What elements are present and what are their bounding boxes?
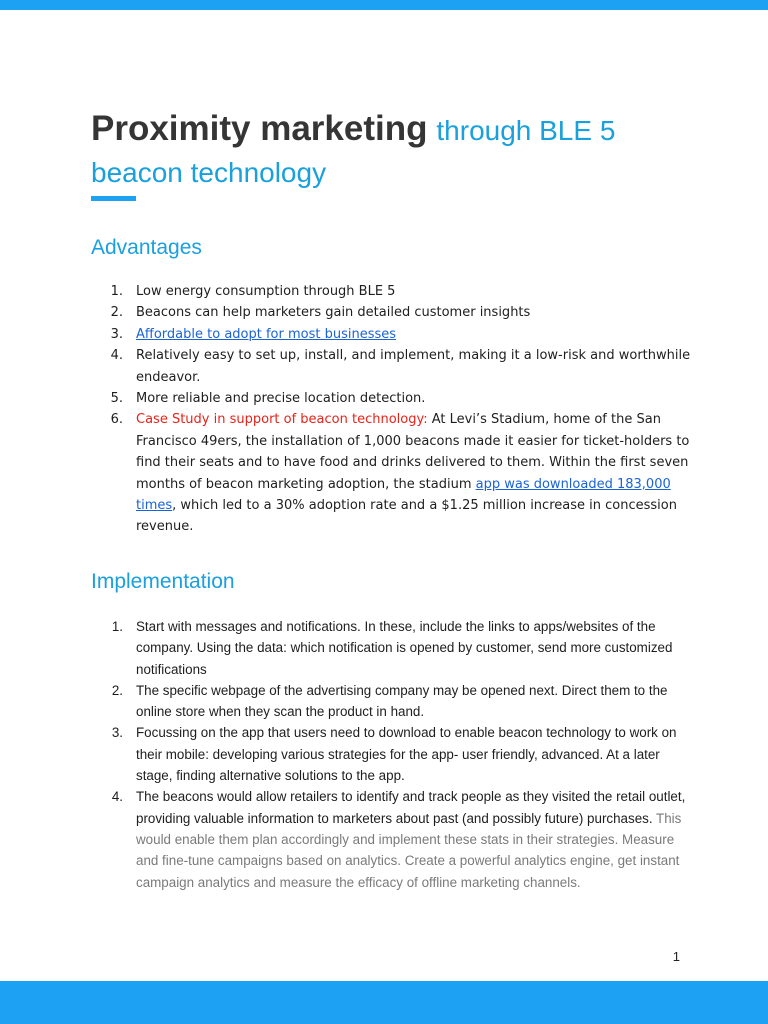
implementation-heading: Implementation (91, 570, 235, 593)
list-number: 1. (111, 619, 123, 634)
advantage-item (91, 302, 691, 323)
advantage-item (91, 388, 691, 409)
list-number: 3. (111, 725, 123, 741)
item-text: Focussing on the app that users need to download to enable beacon technology to work on their mobile: developing various strategies for the app- user friendly, advanced. At a later stage, finding alternative solutions to the app. (136, 725, 677, 784)
list-number: 6. (110, 412, 123, 428)
implementation-item (91, 680, 691, 723)
item-text: Low energy consumption through BLE 5 (136, 284, 396, 299)
item-text-muted: This would enable them plan accordingly and implement these stats in their strategies. Measure and fine-tune campaigns based on analytics. Create a powerful analytics engine, get instant campaign analytics and measure the efficacy of offline marketing channels. (136, 810, 682, 890)
affordable-link[interactable]: Affordable to adopt for most businesses (136, 326, 397, 342)
implementation-item (91, 616, 691, 680)
item-text: The beacons would allow retailers to identify and track people as they visited the retail outlet, providing valuable information to marketers about past (and possibly future) purchases. (136, 789, 686, 826)
bottom-accent-bar (0, 981, 768, 1024)
case-study-text: At Levi’s Stadium, home of the San Francisco 49ers, the installation of 1,000 beacons made it easier for ticket-holders to find their seats and to have food and drinks delivered to them. Within the first seven months of beacon marketing adoption, the stadium (136, 412, 690, 492)
list-number: 5. (110, 391, 123, 407)
list-number: 2. (111, 682, 123, 698)
implementation-item (91, 786, 691, 892)
page-title (91, 108, 711, 193)
advantage-item (91, 324, 691, 345)
page-number: 1 (672, 949, 680, 964)
advantage-item (91, 409, 691, 537)
list-number: 2. (110, 305, 123, 321)
list-number: 1. (110, 284, 123, 299)
case-study-text-end: , which led to a 30% adoption rate and a $1.25 million increase in concession revenue. (136, 498, 677, 535)
item-text: Beacons can help marketers gain detailed customer insights (136, 305, 531, 321)
item-text: Relatively easy to set up, install, and implement, making it a low-risk and worthwhile endeavor. (136, 348, 691, 385)
title-light: through BLE 5 beacon technology (91, 115, 616, 188)
item-text: The specific webpage of the advertising company may be opened next. Direct them to the online store when they scan the product in hand. (136, 682, 668, 720)
list-number: 4. (110, 348, 123, 364)
title-underline (91, 196, 136, 201)
item-text: Start with messages and notifications. In these, include the links to apps/websites of the company. Using the data: which notification is opened by customer, send more customized notifications (136, 619, 673, 677)
top-accent-bar (0, 0, 768, 10)
advantage-item (91, 345, 691, 388)
case-study-label: Case Study in support of beacon technology: (136, 412, 428, 428)
title-bold: Proximity marketing (91, 109, 428, 148)
advantages-list (91, 281, 691, 538)
implementation-list (91, 616, 691, 893)
item-text: More reliable and precise location detection. (136, 391, 426, 407)
list-number: 4. (111, 789, 123, 805)
list-number: 3. (110, 326, 123, 342)
app-downloaded-link[interactable]: app was downloaded 183,000 times (136, 476, 671, 514)
advantage-item (91, 281, 691, 302)
advantages-heading: Advantages (91, 236, 202, 259)
implementation-item (91, 722, 691, 786)
